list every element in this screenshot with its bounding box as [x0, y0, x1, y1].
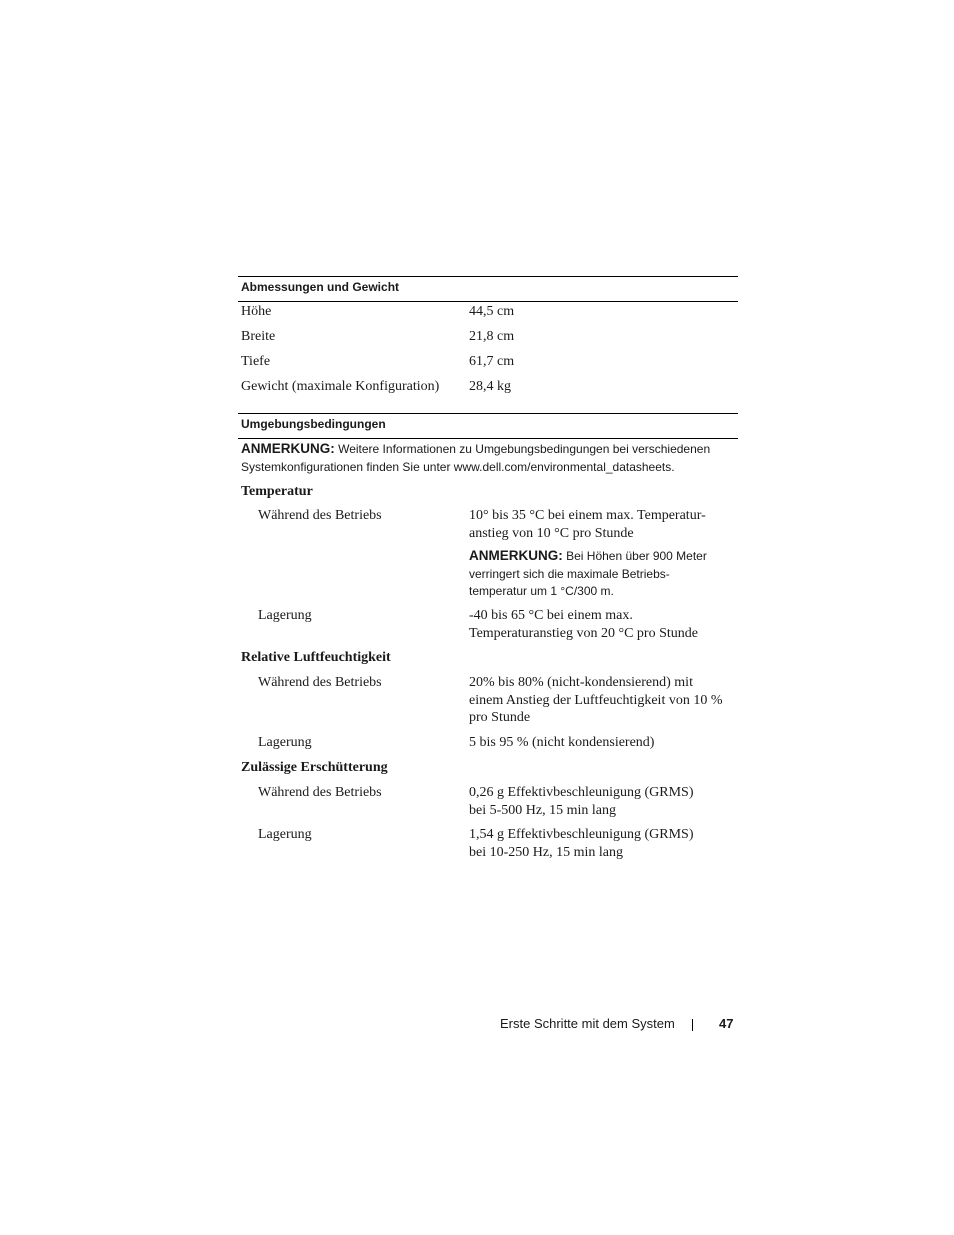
- humidity-operating-value: [469, 674, 734, 727]
- vibration-operating-value: [469, 784, 734, 819]
- height-value: 44,5 cm: [469, 304, 515, 319]
- temperature-operating-note: [469, 547, 734, 601]
- humidity-operating-line-3: pro Stunde: [469, 710, 531, 725]
- temperature-note-keyword: ANMERKUNG:: [469, 548, 563, 563]
- note-line-2: Systemkonfigurationen finden Sie unter www.dell.com/environmental_datasheets.: [241, 459, 675, 474]
- height-label: Höhe: [241, 304, 272, 319]
- vibration-storage-value: [469, 826, 734, 861]
- weight-label: Gewicht (maximale Konfiguration): [241, 379, 440, 394]
- temperature-operating-line-2: anstieg von 10 °C pro Stunde: [469, 525, 634, 541]
- footer-page-number: 47: [719, 1016, 734, 1031]
- temperature-note-line-2: verringert sich die maximale Betriebs-: [469, 566, 670, 581]
- temperature-storage-value: [469, 607, 734, 642]
- vibration-label: Zulässige Erschütterung: [241, 760, 388, 775]
- dimensions-section-header: [238, 276, 738, 302]
- width-label: Breite: [241, 329, 276, 344]
- temperature-label: Temperatur: [241, 484, 313, 499]
- footer-separator: [692, 1019, 693, 1031]
- vibration-storage-line-1: 1,54 g Effektivbeschleunigung (GRMS): [469, 827, 694, 842]
- temperature-note-line-3: temperatur um 1 °C/300 m.: [469, 584, 614, 598]
- vibration-operating-line-1: 0,26 g Effektivbeschleunigung (GRMS): [469, 785, 694, 800]
- vibration-operating-label: Während des Betriebs: [258, 785, 382, 800]
- vibration-storage-line-2: bei 10-250 Hz, 15 min lang: [469, 844, 623, 860]
- vibration-operating-line-2: bei 5-500 Hz, 15 min lang: [469, 802, 616, 818]
- humidity-operating-label: Während des Betriebs: [258, 675, 382, 690]
- temperature-storage-line-1: -40 bis 65 °C bei einem max.: [469, 608, 633, 623]
- depth-label: Tiefe: [241, 354, 271, 369]
- temperature-operating-label: Während des Betriebs: [258, 508, 382, 523]
- temperature-operating-line-1: 10° bis 35 °C bei einem max. Temperatur-: [469, 508, 706, 523]
- humidity-storage-value: 5 bis 95 % (nicht kondensierend): [469, 735, 655, 750]
- humidity-label: Relative Luftfeuchtigkeit: [241, 650, 391, 665]
- width-value: 21,8 cm: [469, 329, 515, 344]
- footer-section-title: Erste Schritte mit dem System: [500, 1016, 675, 1031]
- temperature-storage-label: Lagerung: [258, 608, 312, 623]
- humidity-operating-line-1: 20% bis 80% (nicht-kondensierend) mit: [469, 675, 693, 690]
- humidity-operating-line-2: einem Anstieg der Luftfeuchtigkeit von 10 %: [469, 692, 723, 708]
- weight-value: 28,4 kg: [469, 379, 511, 394]
- environment-header-text: Umgebungsbedingungen: [241, 417, 386, 431]
- temperature-storage-line-2: Temperaturanstieg von 20 °C pro Stunde: [469, 625, 698, 641]
- note-keyword: ANMERKUNG:: [241, 441, 335, 456]
- environment-section-header: [238, 413, 738, 439]
- environment-note: [241, 440, 738, 476]
- dimensions-header-text: Abmessungen und Gewicht: [241, 280, 400, 294]
- vibration-storage-label: Lagerung: [258, 827, 312, 842]
- temperature-operating-value: [469, 507, 734, 542]
- note-line-1: Weitere Informationen zu Umgebungsbedingungen bei verschiedenen: [338, 442, 711, 456]
- depth-value: 61,7 cm: [469, 354, 515, 369]
- temperature-note-line-1: Bei Höhen über 900 Meter: [566, 549, 707, 563]
- humidity-storage-label: Lagerung: [258, 735, 312, 750]
